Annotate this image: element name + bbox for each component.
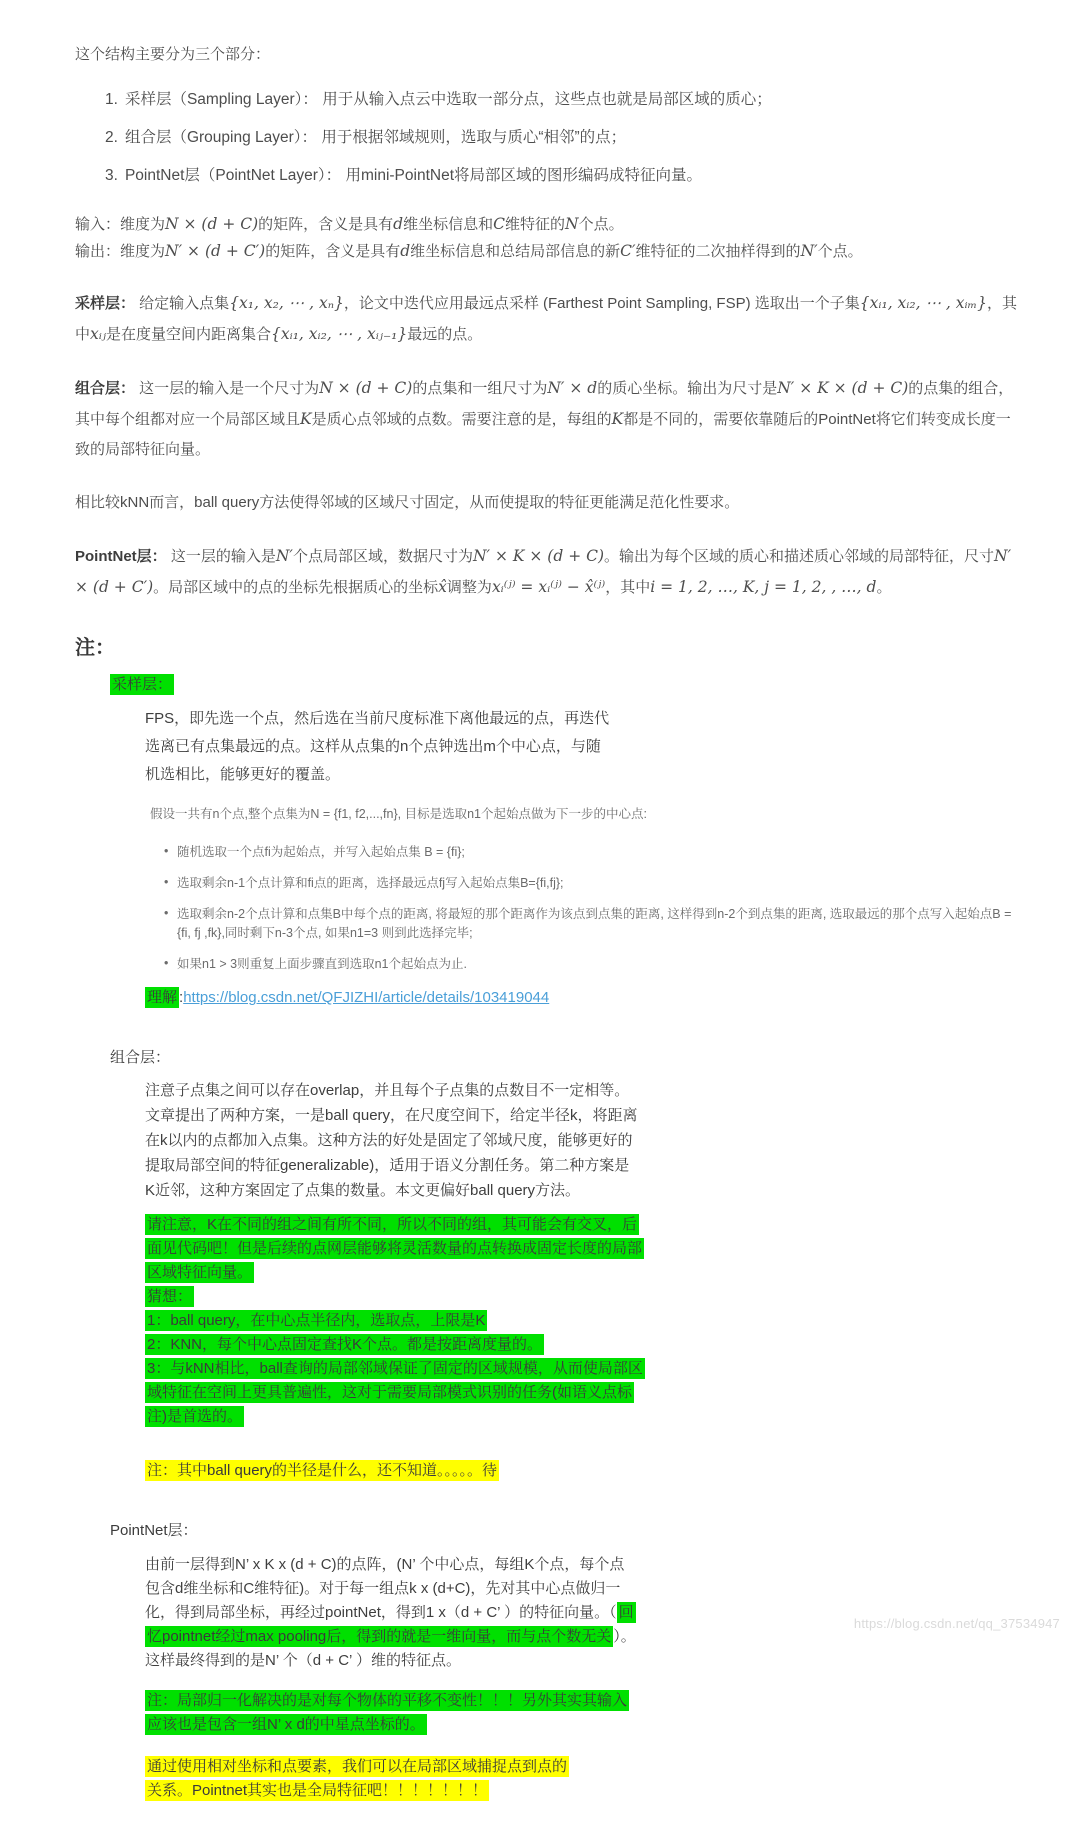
layer-list	[105, 88, 1030, 187]
guess-item	[145, 1357, 649, 1429]
grouping-green-note-highlight: 请注意，K在不同的组之间有所不同，所以不同的组，其可能会有交叉，后面见代码吧！但是后续的点网层能够将灵活数量的点转换成固定长度的局部区域特征向量。	[147, 1216, 643, 1281]
reference-link[interactable]: https://blog.csdn.net/QFJIZHI/article/details/103419044	[183, 989, 550, 1006]
notes-heading: 注：	[75, 637, 115, 659]
fps-step-item: • 随机选取一个点fi为起始点，并写入起始点集 B = {fi};	[163, 843, 1027, 862]
guess-label-highlight: 猜想：	[147, 1288, 193, 1305]
layer-list-item	[105, 164, 1030, 187]
pointnet-note-label: PointNet层：	[110, 1522, 198, 1539]
fps-description: FPS，即先选一个点，然后选在当前尺度标准下离他最远的点，再迭代选离已有点集最远的点。这样从点集的n个点钟选出m个中心点，与随机选相比，能够更好的覆盖。	[145, 710, 610, 783]
grouping-note-label: 组合层：	[110, 1049, 171, 1066]
grouping-layer-paragraph: 组合层： 这一层的输入是一个尺寸为N × (d + C)的点集和一组尺寸为N′ × d的质心坐标。输出为尺寸是N′ × K × (d + C)的点集的组合，其中每个组都对应一个局部区域且K是质心点邻域的点数。需要注意的是，每组的K都是不同的，需要依靠随后的PointNet将它们转变成长度一致的局部特征向量。	[75, 379, 1014, 458]
list-item-text: PointNet层（PointNet Layer）： 用mini-PointNet将局部区域的图形编码成特征向量。	[124, 167, 703, 184]
normalization-green-note	[145, 1689, 639, 1737]
guess-label-line	[145, 1285, 649, 1309]
pointnet-layer-paragraph: PointNet层： 这一层的输入是N′个点局部区域，数据尺寸为N′ × K × (d + C)。输出为每个区域的质心和描述质心邻域的局部特征，尺寸N′ × (d + C′)。局部区域中的点的坐标先根据质心的坐标x̂调整为xᵢ⁽ʲ⁾ = xᵢ⁽ʲ⁾ − x̂⁽ʲ⁾，其中i = 1, 2, …, K, j = 1, 2, , …, d。	[75, 547, 1012, 596]
fps-step-item: • 选取剩余n-2个点计算和点集B中每个点的距离, 将最短的那个距离作为该点到点集的距离, 这样得到n-2个到点集的距离, 选取最远的那个点写入起始点B = {fi, fj ,fk},同时剩下n-3个点, 如果n1=3 则到此选择完毕;	[163, 905, 1027, 943]
fps-step-item: • 如果n1 > 3则重复上面步骤直到选取n1个起始点为止.	[163, 955, 1027, 974]
grouping-note-text: 注意子点集之间可以存在overlap，并且每个子点集的点数目不一定相等。文章提出了两种方案，一是ball query，在尺度空间下，给定半径k，将距离在k以内的点都加入点集。这种方法的好处是固定了邻域尺度，能够更好的提取局部空间的特征generalizable)，适用于语义分割任务。第二种方案是K近邻，这种方案固定了点集的数量。本文更偏好ball query方法。	[145, 1082, 638, 1199]
list-item-number: 1.	[105, 91, 118, 108]
grouping-green-note	[145, 1213, 649, 1285]
fps-step-item: • 选取剩余n-1个点计算和fi点的距离，选择最远点fj写入起始点集B={fi,fj};	[163, 874, 1027, 893]
fps-steps-list	[163, 843, 1030, 974]
list-item-text: 采样层（Sampling Layer）： 用于从输入点云中选取一部分点，这些点也就是局部区域的质心；	[124, 91, 772, 108]
normalization-green-note-highlight: 注：局部归一化解决的是对每个物体的平移不变性！！！另外其实其输入应该也是包含一组N’ x d的中星点坐标的。	[147, 1692, 628, 1733]
guess-item	[145, 1333, 649, 1357]
sampling-note-label	[110, 673, 1030, 697]
guess-item-highlight: 1：ball query，在中心点半径内，选取点，上限是K	[147, 1312, 486, 1329]
ball-query-radius-note-highlight: 注：其中ball query的半径是什么，还不知道。。。。。待	[147, 1462, 498, 1479]
output-dimension-line: 输出：维度为N′ × (d + C′)的矩阵，含义是具有d维坐标信息和总结局部信息的新C′维特征的二次抽样得到的N′个点。	[75, 242, 863, 260]
io-block	[75, 211, 1030, 265]
intro-text: 这个结构主要分为三个部分：	[75, 46, 271, 63]
relative-coords-yellow-note-highlight: 通过使用相对坐标和点要素，我们可以在局部区域捕捉点到点的关系。Pointnet其实也是全局特征吧！！！！！！！	[147, 1758, 568, 1799]
guess-item-highlight: 3：与kNN相比，ball查询的局部邻域保证了固定的区域规模，从而使局部区域特征在空间上更具普遍性，这对于需要局部模式识别的任务(如语义点标注)是首选的。	[147, 1360, 643, 1425]
guess-item-highlight: 2：KNN，每个中心点固定查找K个点。都是按距离度量的。	[147, 1336, 543, 1353]
sampling-layer-paragraph: 采样层： 给定输入点集{x₁, x₂, ⋯ , xₙ}，论文中迭代应用最远点采样 (Farthest Point Sampling, FSP) 选取出一个子集{xᵢ₁, xᵢ₂, ⋯ , xᵢₘ}，其中xᵢⱼ是在度量空间内距离集合{xᵢ₁, xᵢ₂, ⋯ , xᵢⱼ₋₁}最远的点。	[75, 294, 1018, 343]
input-dimension-line: 输入：维度为N × (d + C)的矩阵，含义是具有d维坐标信息和C维特征的N个点。	[75, 215, 624, 233]
fps-assumption-text: 假设一共有n个点,整个点集为N = {f1, f2,...,fn}, 目标是选取n1个起始点做为下一步的中心点:	[150, 807, 647, 821]
watermark: https://blog.csdn.net/qq_37534947	[853, 1616, 1060, 1631]
understand-label: 理解	[147, 989, 178, 1006]
list-item-text: 组合层（Grouping Layer）： 用于根据邻域规则，选取与质心“相邻”的点；	[124, 129, 627, 146]
layer-list-item	[105, 88, 1030, 111]
layer-list-item	[105, 126, 1030, 149]
list-item-number: 3.	[105, 167, 118, 184]
guess-list	[75, 1309, 1030, 1429]
relative-coords-yellow-note	[145, 1755, 573, 1803]
knn-comparison-paragraph: 相比较kNN而言，ball query方法使得邻域的区域尺寸固定，从而使提取的特征更能满足范化性要求。	[75, 494, 740, 511]
pointnet-note-text: 由前一层得到N’ x K x (d + C)的点阵，(N’ 个中心点，每组K个点，每个点包含d维坐标和C维特征)。对于每一组点k x (d+C)，先对其中心点做归一化，得到局部坐标，再经过pointNet，得到1 x（d + C’ ）的特征向量。（ 回忆pointnet经过max pooling后，得到的就是一维向量，而与点个数无关 ）。这样最终得到的是N’ 个（d + C’ ）维的特征点。	[145, 1556, 636, 1669]
list-item-number: 2.	[105, 129, 118, 146]
guess-item	[145, 1309, 649, 1333]
ball-query-radius-note	[145, 1459, 1030, 1483]
understand-line	[145, 986, 1030, 1010]
understand-separator: :	[179, 989, 184, 1006]
sampling-note-label-highlight: 采样层：	[112, 676, 173, 693]
